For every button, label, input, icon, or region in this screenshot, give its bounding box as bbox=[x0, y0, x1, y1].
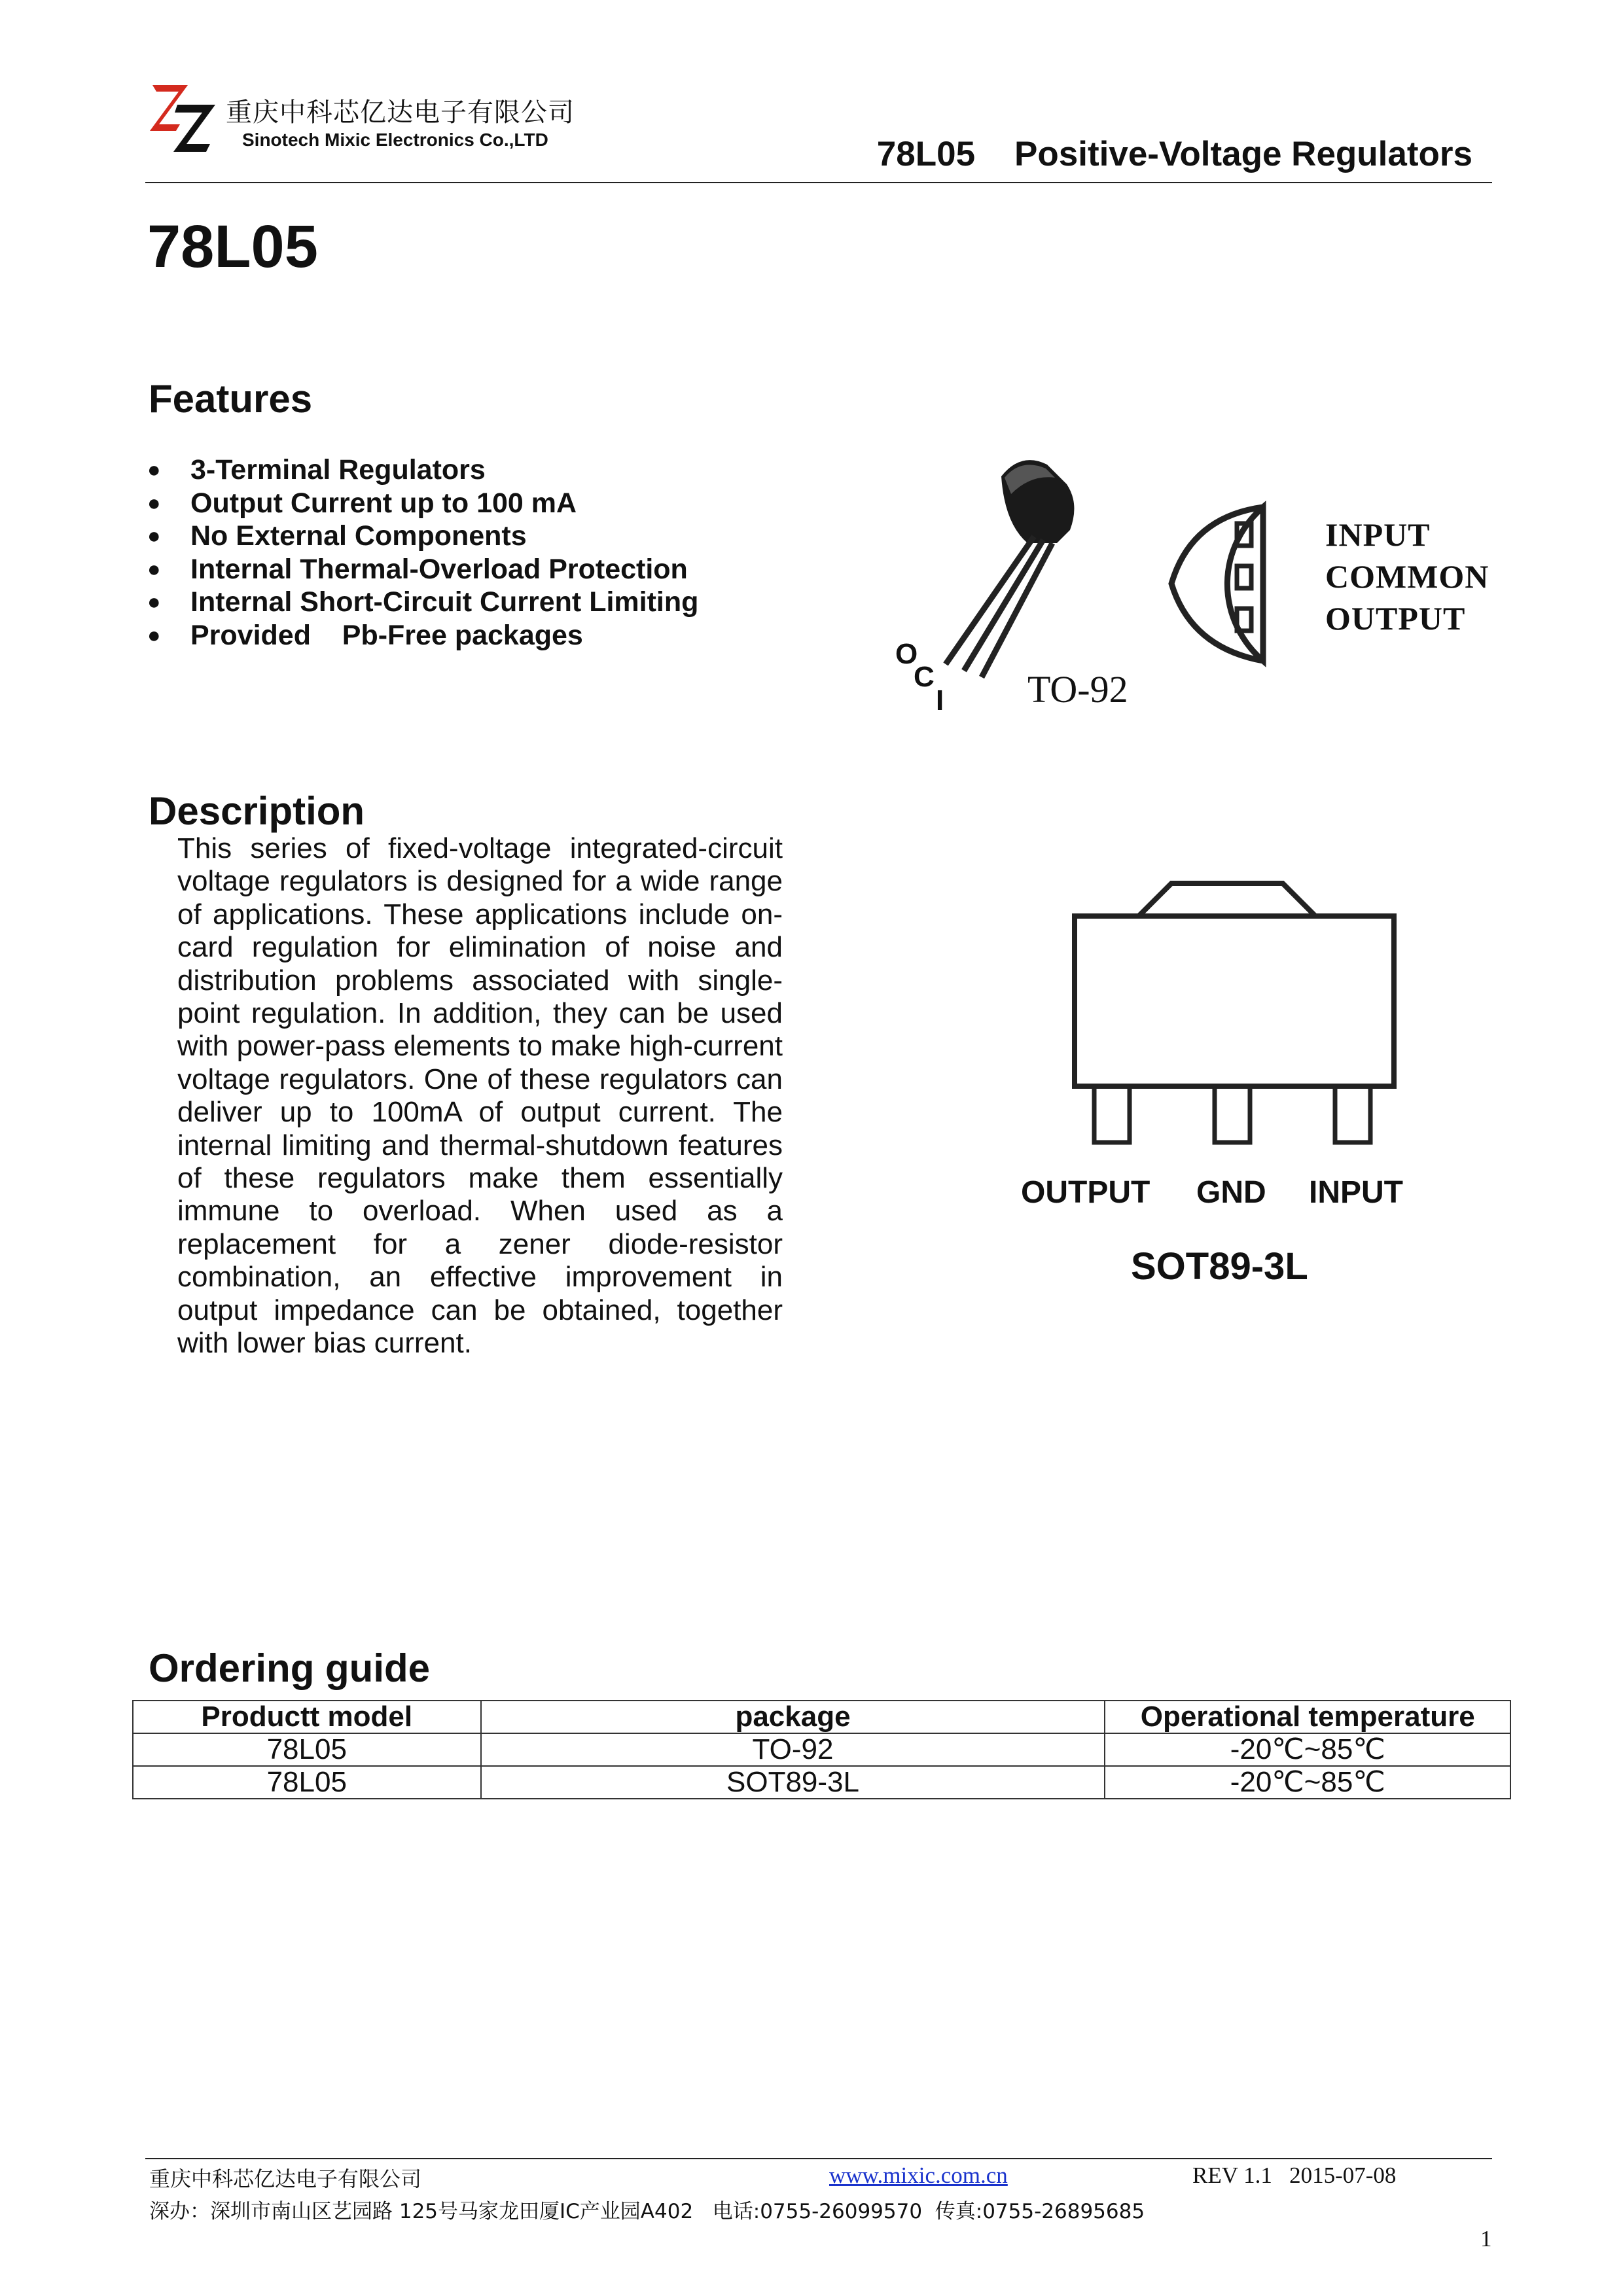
list-item: ● Internal Thermal-Overload Protection bbox=[147, 553, 688, 585]
list-item: ● Output Current up to 100 mA bbox=[147, 487, 577, 519]
footer-address: 深办：深圳市南山区艺园路 125号马家龙田厦IC产业园A402 电话:0755-26099570 传真:0755-26895685 bbox=[149, 2200, 1145, 2223]
description-heading: Description bbox=[149, 789, 365, 833]
column-header: package bbox=[481, 1701, 1105, 1733]
list-item: ● 3-Terminal Regulators bbox=[147, 454, 486, 486]
to92-pin-input: INPUT bbox=[1325, 516, 1431, 553]
page-number: 1 bbox=[1480, 2226, 1492, 2252]
header-divider bbox=[145, 182, 1492, 183]
table-cell: 78L05 bbox=[133, 1766, 481, 1799]
features-heading: Features bbox=[149, 377, 313, 421]
list-item: ● Internal Short-Circuit Current Limiting bbox=[147, 586, 699, 618]
sot89-pin-output: OUTPUT bbox=[1021, 1175, 1150, 1210]
header-doc-type: Positive-Voltage Regulators bbox=[1014, 135, 1472, 173]
ordering-heading: Ordering guide bbox=[149, 1646, 431, 1690]
to92-leg-label-i: I bbox=[936, 684, 944, 716]
table-cell: -20℃~85℃ bbox=[1105, 1733, 1510, 1766]
table-row bbox=[133, 1733, 1510, 1766]
footer-date: 2015-07-08 bbox=[1289, 2163, 1397, 2188]
sot89-pin-input: INPUT bbox=[1309, 1175, 1403, 1210]
column-header: Operational temperature bbox=[1105, 1701, 1510, 1733]
sot89-pin-gnd: GND bbox=[1196, 1175, 1266, 1210]
company-name-en: Sinotech Mixic Electronics Co.,LTD bbox=[242, 130, 548, 150]
header-title bbox=[877, 134, 1472, 174]
table-cell: TO-92 bbox=[481, 1733, 1105, 1766]
table-cell: SOT89-3L bbox=[481, 1766, 1105, 1799]
footer-divider bbox=[145, 2158, 1492, 2159]
list-item: ● Provided Pb-Free packages bbox=[147, 619, 583, 651]
table-header-row bbox=[133, 1701, 1510, 1733]
features-list bbox=[147, 453, 698, 652]
page-title: 78L05 bbox=[147, 213, 318, 280]
table-row bbox=[133, 1766, 1510, 1799]
table-cell: 78L05 bbox=[133, 1733, 481, 1766]
sot89-label: SOT89-3L bbox=[1131, 1245, 1308, 1288]
sot89-package-diagram bbox=[1021, 870, 1440, 1158]
company-logo bbox=[147, 79, 219, 156]
ordering-table bbox=[132, 1700, 1511, 1799]
footer-company: 重庆中科芯亿达电子有限公司 bbox=[149, 2166, 422, 2191]
to92-pin-output: OUTPUT bbox=[1325, 600, 1466, 637]
company-name-cn: 重庆中科芯亿达电子有限公司 bbox=[226, 97, 575, 128]
table-cell: -20℃~85℃ bbox=[1105, 1766, 1510, 1799]
to92-label: TO-92 bbox=[1027, 668, 1128, 711]
column-header: Productt model bbox=[133, 1701, 481, 1733]
description-body: This series of fixed-voltage integrated-circuit voltage regulators is designed for a wide range of applications. These applications include on-card regulation for elimination of noise and distribution problems associated with single-point regulation. In addition, they can be used with power-pass elements to make high-current voltage regulators. One of these regulators can deliver up to 100mA of output current. The internal limiting and thermal-shutdown features of these regulators make them essentially immune to overload. When used as a replacement for a zener diode-resistor combination, an effective improvement in output impedance can be obtained, together with lower bias current. bbox=[177, 832, 783, 1360]
list-item: ● No External Components bbox=[147, 520, 527, 552]
header-part: 78L05 bbox=[876, 135, 976, 173]
footer-revision: REV 1.1 2015-07-08 bbox=[1192, 2163, 1397, 2188]
to92-pin-common: COMMON bbox=[1325, 558, 1489, 595]
footer-website-link[interactable]: www.mixic.com.cn bbox=[829, 2163, 1008, 2188]
to92-leg-label-c: C bbox=[914, 661, 935, 693]
to92-leg-label-o: O bbox=[895, 638, 918, 670]
